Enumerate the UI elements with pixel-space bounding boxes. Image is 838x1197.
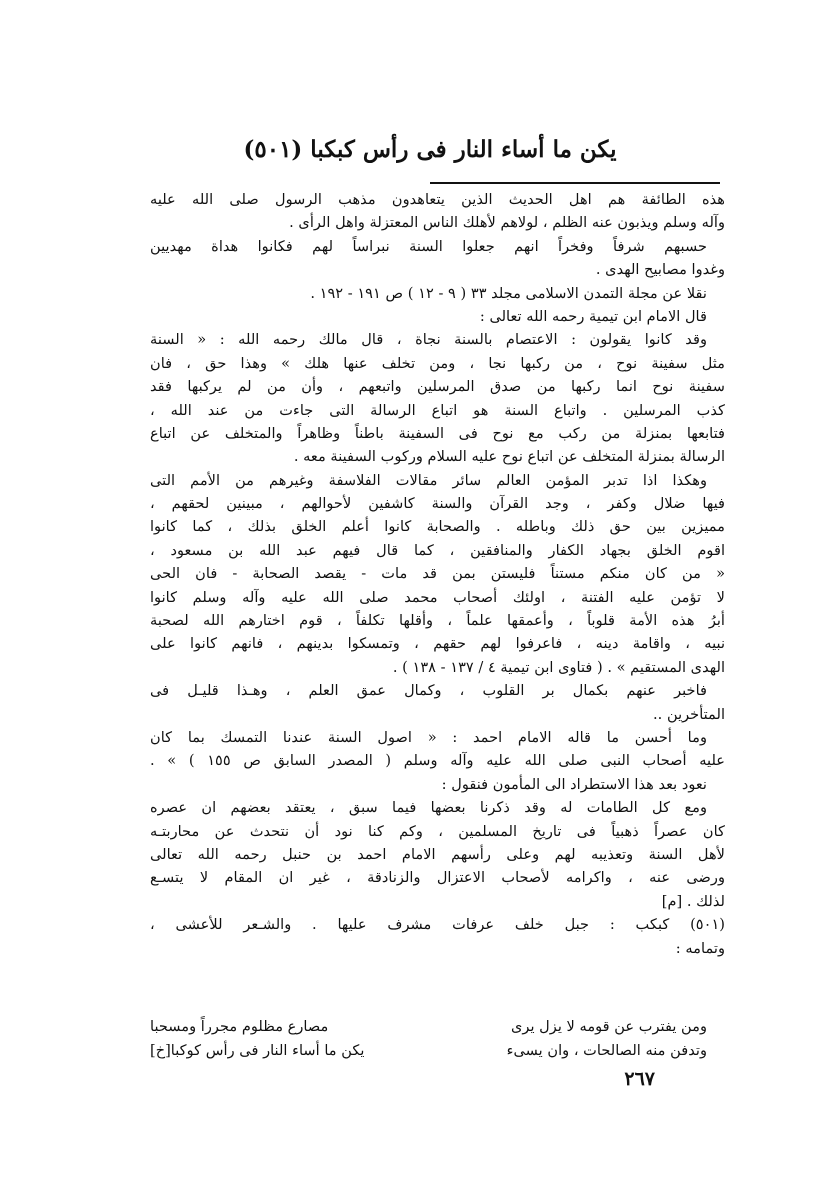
- running-header-title: يكن ما أساء النار فى رأس كبكبا (٥٠١): [243, 136, 617, 163]
- text-line: الهدى المستقيم » . ( فتاوى ابن تيمية ٤ / ١٣٧ - ١٣٨ ) .: [392, 658, 725, 676]
- text-line: « من كان منكم مستناً فليستن بمن قد مات - يقصد الصحابة - فان الحى: [150, 565, 725, 583]
- text-line: مثل سفينة نوح ، من ركبها نجا ، ومن تخلف عنها هلك » وهذا حق ، فان: [150, 354, 725, 372]
- text-line: فاخبر عنهم بكمال بر القلوب ، وكمال عمق العلم ، وهـذا قليـل فى: [150, 682, 707, 700]
- text-line: سفينة نوح انما ركبها من صدق المرسلين واتبعهم ، وأن من لم يركبها فقد: [150, 378, 725, 396]
- text-line: قال الامام ابن تيمية رحمه الله تعالى :: [479, 307, 707, 325]
- text-line: وغدوا مصابيح الهدى .: [595, 261, 725, 279]
- text-line: وتمامه :: [675, 939, 725, 957]
- text-line: المتأخرين ..: [653, 705, 725, 723]
- text-line: اقوم الخلق بجهاد الكفار والمنافقين ، كما قال فيهم عبد الله بن مسعود ،: [150, 541, 725, 559]
- verse-first-hemistich: ومن يفترب عن قومه لا يزل يرى: [511, 1018, 707, 1035]
- text-line: حسبهم شرفاً وفخراً انهم جعلوا السنة نبراساً لهم فكانوا هداة مهديين: [150, 237, 707, 255]
- text-line: لا تؤمن عليه الفتنة ، اولئك أصحاب محمد صلى الله عليه وآله وسلم كانوا: [150, 588, 725, 606]
- text-line: (٥٠١) كبكب : جبل خلف عرفات مشرف عليها . والشـعر للأعشى ،: [150, 916, 725, 934]
- text-line: لذلك . [م]: [661, 892, 725, 910]
- text-line: الرسالة بمنزلة المتخلف عن اتباع نوح عليه السلام وركوب السفينة معه .: [293, 448, 725, 466]
- verse-row: [150, 1015, 725, 1039]
- verse-row: [150, 1039, 725, 1063]
- text-line: وآله وسلم ويذبون عنه الظلم ، لولاهم لأهلك الناس المعتزلة واهل الرأى .: [289, 214, 725, 232]
- verse-second-hemistich: مصارع مظلوم مجرراً ومسحبا: [150, 1018, 329, 1035]
- text-line: مميزين بين حق ذلك وباطله . والصحابة كانوا أعلم الخلق بذلك ، كما كانوا: [150, 518, 725, 536]
- text-line: أبرُ هذه الأمة قلوباً ، وأعمقها علماً ، وأقلها تكلفاً ، قوم اختارهم الله لصحبة: [150, 612, 725, 630]
- text-line: وهكذا اذا تدبر المؤمن العالم سائر مقالات الفلاسفة وغيرهم من الأمم التى: [150, 471, 707, 489]
- text-line: نبيه ، واقامة دينه ، فاعرفوا لهم حقهم ، وتمسكوا بدينهم ، فانهم كانوا على: [150, 635, 725, 653]
- page-number: ٢٦٧: [624, 1068, 655, 1090]
- text-line: نقلا عن مجلة التمدن الاسلامى مجلد ٣٣ ( ٩ - ١٢ ) ص ١٩١ - ١٩٢ .: [310, 284, 707, 302]
- text-line: هذه الطائفة هم اهل الحديث الذين يتعاهدون مذهب الرسول صلى الله عليه: [150, 191, 725, 208]
- poem-verses: [150, 1015, 725, 1063]
- text-line: نعود بعد هذا الاستطراد الى المأمون فنقول :: [441, 775, 707, 793]
- text-line: فتابعها بمنزلة من ركب مع نوح فى السفينة باطناً وظاهراً والمتخلف عن اتباع: [150, 424, 725, 442]
- text-line: فيها ضلال وكفر ، وجد القرآن والسنة كاشفين لأحوالهم ، مبينين لحقهم ،: [150, 495, 725, 513]
- text-line: وما أحسن ما قاله الامام احمد : « اصول السنة عندنا التمسك بما كان: [150, 728, 707, 746]
- text-line: لأهل السنة وتعذيبه لهم وعلى رأسهم الامام احمد بن حنبل رحمه الله تعالى: [150, 845, 725, 863]
- text-line: ورضى عنه ، واكرامه لأصحاب الاعتزال والزنادقة ، غير ان المقام لا يتسـع: [150, 869, 725, 887]
- header-rule: [430, 182, 720, 184]
- text-line: كذب المرسلين . واتباع السنة هو اتباع الرسالة التى جاءت من عند الله ،: [150, 401, 725, 419]
- verse-second-hemistich: يكن ما أساء النار فى رأس كوكبا[خ]: [150, 1042, 365, 1059]
- text-line: وقد كانوا يقولون : الاعتصام بالسنة نجاة ، قال مالك رحمه الله : « السنة: [150, 331, 707, 349]
- text-line: كان عصراً ذهبياً فى تاريخ المسلمين ، وكم كنا نود أن نتحدث عن محاربتـه: [150, 822, 725, 840]
- body-text: [150, 188, 725, 960]
- text-line: عليه أصحاب النبى صلى الله عليه وآله وسلم ( المصدر السابق ص ١٥٥ ) » .: [150, 752, 725, 770]
- verse-first-hemistich: وتدفن منه الصالحات ، وان يسىء: [506, 1042, 707, 1059]
- text-line: ومع كل الطامات له وقد ذكرنا بعضها فيما سبق ، يعتقد بعضهم ان عصره: [150, 799, 707, 817]
